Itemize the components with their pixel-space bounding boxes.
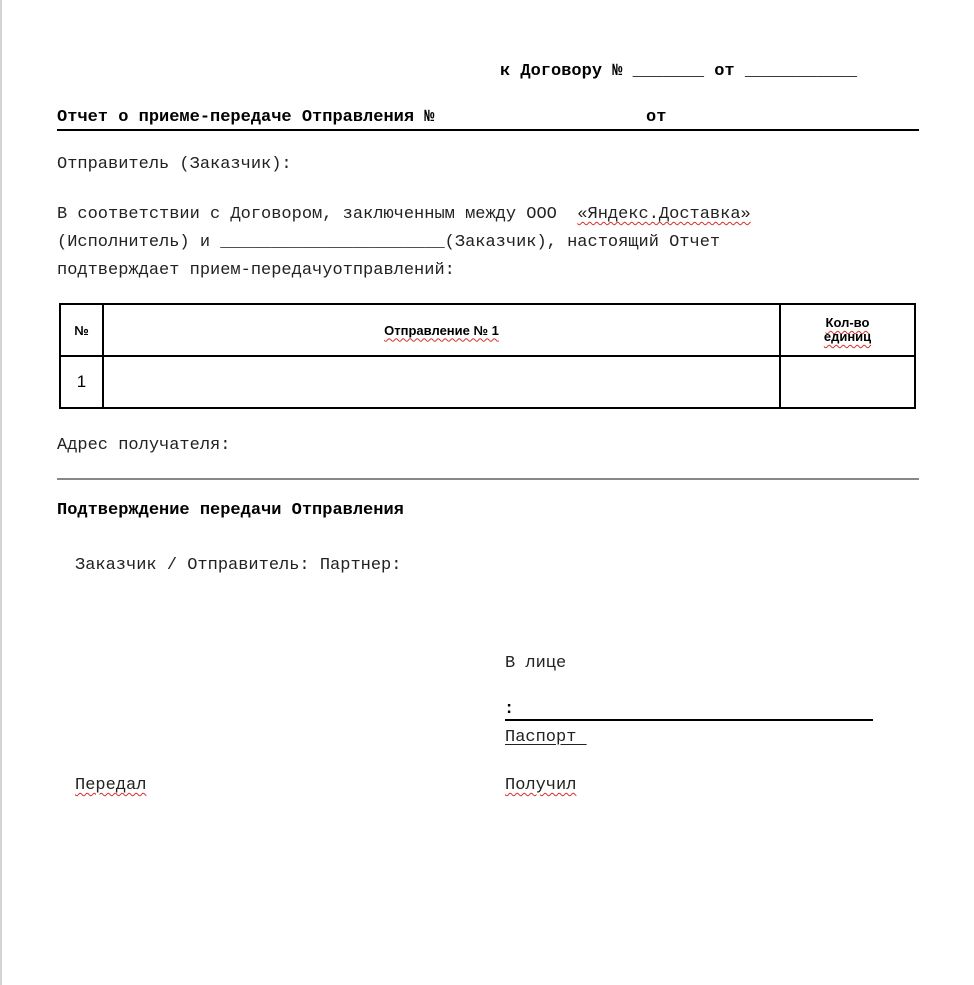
table-header-row [60, 304, 915, 356]
header-shipment-text: Отправление № 1 [384, 322, 499, 338]
contract-reference: к Договору № _______ от ___________ [500, 62, 858, 81]
intro-line-2: (Исполнитель) и ______________________(Заказчик), настоящий Отчет [57, 233, 721, 252]
recipient-address-label: Адрес получателя: [57, 436, 231, 455]
header-quantity-text [824, 316, 871, 344]
title-underline [57, 129, 919, 131]
shipment-table [59, 303, 916, 409]
row-shipment-cell [103, 356, 780, 408]
header-quantity-line2: единиц [823, 329, 872, 344]
row-quantity-cell [780, 356, 915, 408]
company-name: «Яндекс.Доставка» [577, 205, 751, 224]
represented-by-label: В лице [505, 654, 567, 673]
header-shipment [103, 304, 780, 356]
header-quantity-line1: Кол-во [825, 315, 870, 330]
page-left-edge [0, 0, 2, 985]
confirmation-title: Подтверждение передачи Отправления [57, 501, 404, 520]
intro-line-1-text: В соответствии с Договором, заключенным между ООО [57, 205, 568, 224]
header-quantity [780, 304, 915, 356]
received-label: Получил [505, 776, 577, 795]
report-title-date: от [646, 108, 667, 127]
intro-line-1 [57, 205, 751, 224]
passport-label: Паспорт [505, 728, 587, 747]
signature-line [505, 719, 873, 721]
sender-label: Отправитель (Заказчик): [57, 155, 292, 174]
header-number: № [60, 304, 103, 356]
handed-over-label: Передал [75, 776, 147, 795]
table-row [60, 356, 915, 408]
parties-label: Заказчик / Отправитель: Партнер: [75, 556, 402, 575]
section-divider [57, 478, 919, 480]
row-number-cell: 1 [60, 356, 103, 408]
report-title: Отчет о приеме-передаче Отправления № [57, 108, 435, 127]
intro-line-3: подтверждает прием-передачуотправлений: [57, 261, 455, 280]
signature-colon: : [504, 700, 515, 719]
